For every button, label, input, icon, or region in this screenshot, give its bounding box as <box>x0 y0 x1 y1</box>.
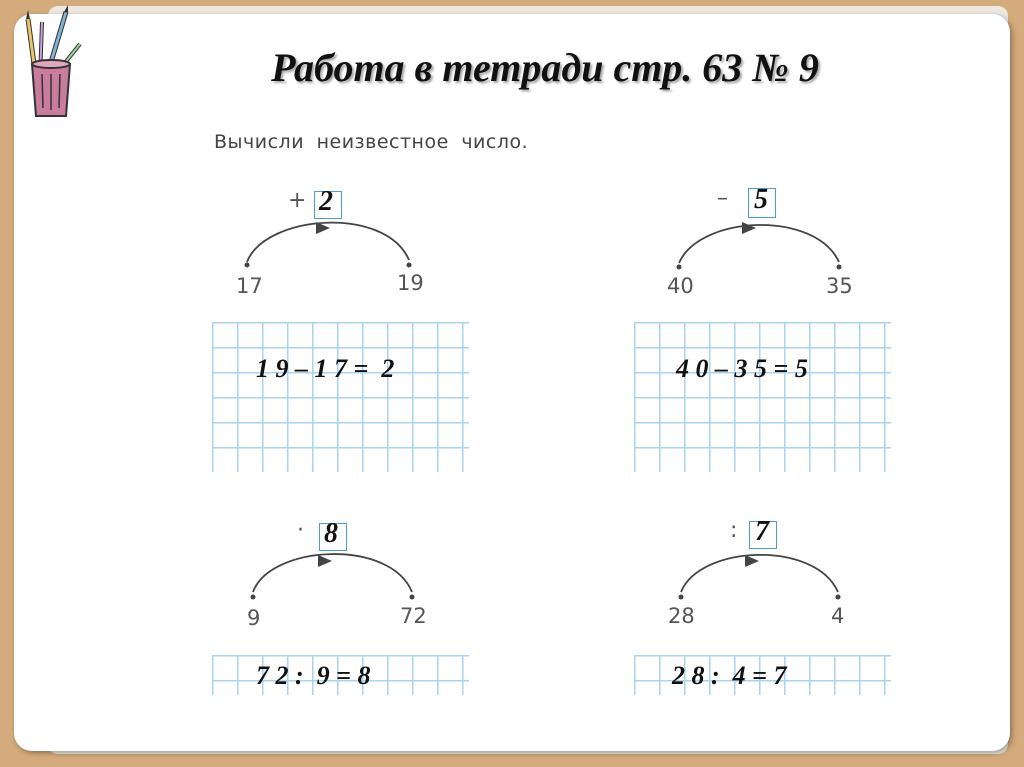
end-number: 35 <box>826 274 853 298</box>
end-number: 4 <box>831 604 845 628</box>
answer-value: 8 <box>324 518 338 549</box>
answer-value: 5 <box>754 184 768 215</box>
answer-value: 7 <box>755 516 769 547</box>
equation: 2 8 : 4 = 7 <box>672 661 787 690</box>
equation: 1 9 – 1 7 = 2 <box>256 354 395 383</box>
operation-sign: – <box>717 186 728 211</box>
operation-sign: + <box>288 188 307 213</box>
arc-2 <box>677 222 842 270</box>
start-number: 9 <box>247 606 261 630</box>
grid-paper <box>634 322 891 472</box>
grid-paper <box>212 322 469 472</box>
end-number: 72 <box>400 604 427 628</box>
arc-4 <box>679 555 841 600</box>
arc-1 <box>245 222 412 268</box>
operation-sign: : <box>730 518 738 543</box>
end-number: 19 <box>397 271 424 295</box>
page-title: Работа в тетради стр. 63 № 9 <box>271 45 819 90</box>
equation: 4 0 – 3 5 = 5 <box>676 354 808 383</box>
start-number: 17 <box>236 274 263 298</box>
start-number: 40 <box>667 274 694 298</box>
operation-sign: · <box>297 518 304 543</box>
start-number: 28 <box>668 604 695 628</box>
answer-value: 2 <box>319 186 333 217</box>
equation: 7 2 : 9 = 8 <box>256 661 371 690</box>
arc-3 <box>251 554 415 599</box>
instruction-text: Вычисли неизвестное число. <box>214 131 529 153</box>
